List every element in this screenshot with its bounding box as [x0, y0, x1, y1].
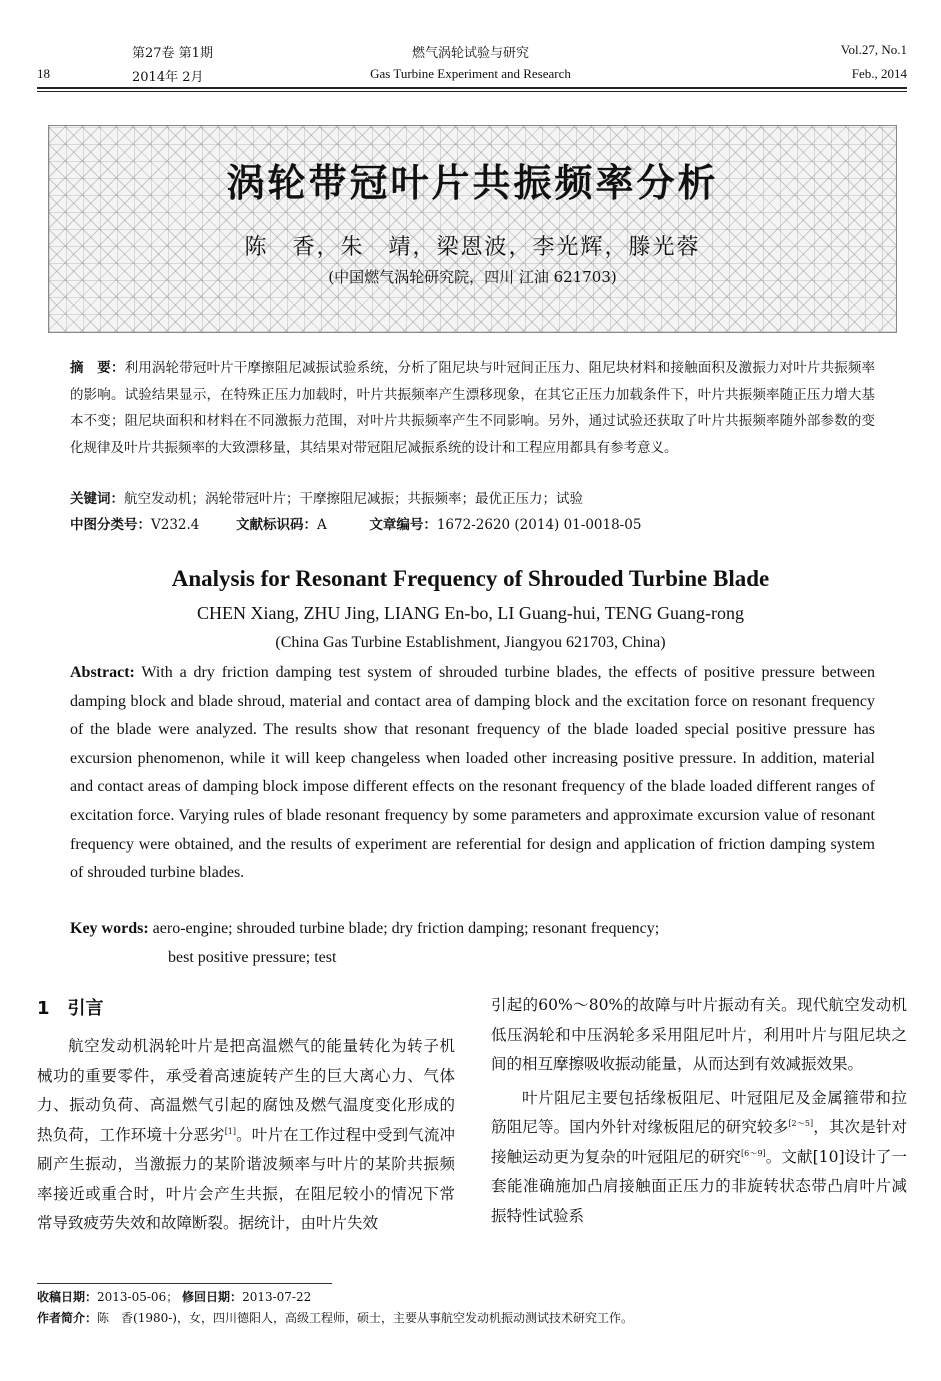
- header-date-en: Feb., 2014: [851, 66, 907, 81]
- header-volume-en: Vol.27, No.1: [840, 42, 907, 57]
- article-number-label: 文章编号：: [369, 517, 437, 533]
- header-volume-cn: 第27卷 第1期: [132, 46, 213, 61]
- paragraph: [491, 1084, 907, 1232]
- abstract-cn-label: 摘 要：: [70, 360, 125, 376]
- article-number-value: 1672-2620 (2014) 01-0018-05: [436, 517, 642, 533]
- keywords-cn-text: 航空发动机；涡轮带冠叶片；干摩擦阻尼减振；共振频率；最优正压力；试验: [124, 491, 583, 507]
- abstract-en-label: Abstract:: [70, 664, 135, 681]
- section-heading: 1 引言: [37, 998, 104, 1019]
- classification-line: [70, 513, 641, 533]
- right-column: [491, 991, 907, 1231]
- paragraph: [37, 1032, 455, 1239]
- received-label: 收稿日期：: [37, 1290, 98, 1304]
- revised-label: 修回日期：: [182, 1290, 243, 1304]
- affiliation-en: (China Gas Turbine Establishment, Jiangyou 621703, China): [275, 634, 666, 651]
- header-rule-thick: [37, 87, 907, 89]
- citation: [6～9]: [741, 1148, 766, 1158]
- footnote-dates: [37, 1288, 311, 1305]
- abstract-en-text: With a dry friction damping test system of shrouded turbine blades, the effects of positive pressure between damping block and blade shroud, material and contact area of damping block and the excitation force on resonant frequency of the blade were analyzed. The results show that resonant frequency of the blade loaded special positive pressure has excursion phenomenon, while it will keep changeless when loaded other increasing positive pressure. In addition, material and contact areas of damping block impose different effects on the resonant frequency of the blade loaded different ranges of excitation force. Varying rules of blade resonant frequency by some parameters and approximate excursion value of resonant frequency were obtained, and the results of experiment are referential for design and application of friction damping system of shrouded turbine blades.: [70, 664, 875, 882]
- footnote-rule: [37, 1283, 332, 1284]
- revised-value: 2013-07-22: [242, 1290, 312, 1304]
- authors-en: CHEN Xiang, ZHU Jing, LIANG En-bo, LI Guang-hui, TENG Guang-rong: [196, 603, 745, 623]
- bio-label: 作者简介：: [37, 1311, 98, 1325]
- received-value: 2013-05-06；: [97, 1290, 179, 1304]
- header-date-cn: 2014年 2月: [132, 70, 204, 85]
- clc-label: 中图分类号：: [70, 517, 151, 533]
- abstract-cn: [70, 355, 875, 461]
- keywords-cn: [70, 487, 583, 507]
- footnote-bio: [37, 1309, 633, 1326]
- title-box: [48, 125, 897, 333]
- header-journal-en: Gas Turbine Experiment and Research: [370, 66, 571, 81]
- header-journal-cn: 燃气涡轮试验与研究: [411, 46, 529, 61]
- citation: [2～5]: [788, 1119, 814, 1128]
- header-rule-thin: [37, 91, 907, 92]
- doc-code-value: A: [317, 517, 327, 533]
- keywords-en: [70, 915, 875, 972]
- keywords-en-line1: aero-engine; shrouded turbine blade; dry friction damping; resonant frequency;: [152, 920, 660, 937]
- affiliation-cn: (中国燃气涡轮研究院，四川 江油 621703): [328, 268, 617, 286]
- keywords-cn-label: 关键词：: [70, 491, 124, 507]
- abstract-cn-text: 利用涡轮带冠叶片干摩擦阻尼减振试验系统，分析了阻尼块与叶冠间正压力、阻尼块材料和接触面积及激振力对叶片共振频率的影响。试验结果显示，在特殊正压力加载时，叶片共振频率产生漂移现象，在其它正压力加载条件下，叶片共振频率随正压力增大基本不变；阻尼块面积和材料在不同激振力范围，对叶片共振频率产生不同影响。另外，通过试验还获取了叶片共振频率随外部参数的变化规律及叶片共振频率的大致漂移量，其结果对带冠阻尼减振系统的设计和工程应用都具有参考意义。: [70, 360, 876, 456]
- clc-value: V232.4: [151, 517, 200, 533]
- paragraph-text: 。叶片在工作过程中受到气流冲刷产生振动，当激振力的某阶谐波频率与叶片的某阶共振频率接近或重合时，叶片会产生共振，在阻尼较小的情况下常常导致疲劳失效和故障断裂。据统计，由叶片失效: [37, 1125, 455, 1232]
- doc-code-label: 文献标识码：: [236, 517, 317, 533]
- paragraph-text: 。文献[10]设计了一套能准确施加凸肩接触面正压力的非旋转状态带凸肩叶片减振特性试验系: [491, 1147, 907, 1225]
- left-column: [37, 1032, 455, 1239]
- paragraph-text: 叶片阻尼主要包括缘板阻尼、叶冠阻尼及金属箍带和拉筋阻尼等。国内外针对缘板阻尼的研究较多: [491, 1088, 907, 1136]
- abstract-en: [70, 659, 875, 888]
- paragraph-text: 引起的60%～80%的故障与叶片振动有关。现代航空发动机低压涡轮和中压涡轮多采用阻尼叶片，利用叶片与阻尼块之间的相互摩擦吸收振动能量，从而达到有效减振效果。: [491, 996, 907, 1073]
- page-number: 18: [37, 66, 50, 81]
- paragraph-text: ，其次是针对接触运动更为复杂的叶冠阻尼的研究: [491, 1118, 907, 1166]
- paper-title-en: Analysis for Resonant Frequency of Shrouded Turbine Blade: [171, 566, 770, 591]
- citation: [1]: [224, 1126, 237, 1136]
- paragraph-text: 航空发动机涡轮叶片是把高温燃气的能量转化为转子机械功的重要零件，承受着高速旋转产生的巨大离心力、气体力、振动负荷、高温燃气引起的腐蚀及燃气温度变化形成的热负荷，工作环境十分恶劣: [37, 1037, 455, 1144]
- keywords-en-line2: best positive pressure; test: [168, 948, 337, 966]
- bio-value: 陈 香(1980-)，女，四川德阳人，高级工程师，硕士，主要从事航空发动机振动测试技术研究工作。: [97, 1311, 633, 1325]
- authors-cn: 陈 香，朱 靖，梁恩波，李光辉，滕光蓉: [244, 235, 701, 260]
- paper-title-cn: 涡轮带冠叶片共振频率分析: [226, 161, 719, 205]
- keywords-en-label: Key words:: [70, 920, 149, 937]
